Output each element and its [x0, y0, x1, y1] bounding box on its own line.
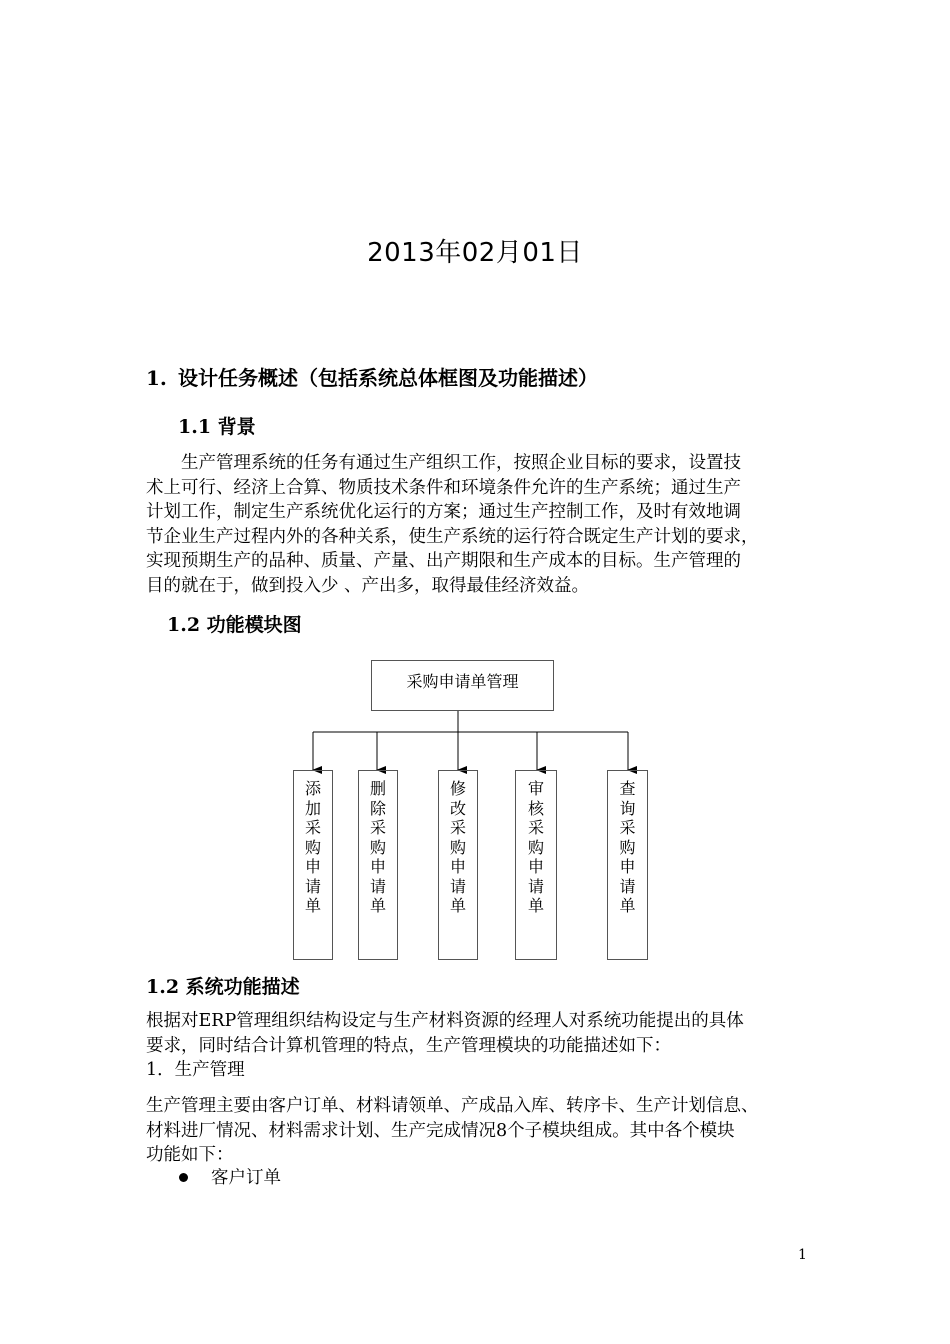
paragraph-line: 术上可行、经济上合算、物质技术条件和环境条件允许的生产系统；通过生产	[146, 477, 741, 498]
diagram-char: 请	[449, 876, 466, 896]
diagram-char: 采	[619, 818, 636, 837]
diagram-char: 申	[369, 857, 386, 876]
paragraph-line: 根据对ERP管理组织结构设定与生产材料资源的经理人对系统功能提出的具体	[146, 1011, 744, 1031]
paragraph-line: 生产管理系统的任务有通过生产组织工作，按照企业目标的要求，设置技	[181, 453, 741, 473]
diagram-char: 单	[527, 896, 544, 915]
diagram-char: 请	[527, 876, 544, 896]
paragraph-line: 目的就在于，做到投入少 、产出多，取得最佳经济效益。	[146, 575, 590, 596]
diagram-child-box	[293, 770, 333, 960]
module-diagram-heading: 1.2 功能模块图	[167, 614, 302, 636]
document-date: 2013年02月01日	[367, 238, 583, 268]
paragraph-line: 生产管理主要由客户订单、材料请领单、产成品入库、转序卡、生产计划信息、	[146, 1096, 759, 1116]
production-management-paragraph	[146, 1094, 759, 1168]
bullet-item: 客户订单	[211, 1168, 281, 1188]
background-paragraph	[146, 451, 759, 598]
diagram-char: 申	[527, 857, 544, 876]
paragraph-line: 计划工作，制定生产系统优化运行的方案；通过生产控制工作，及时有效地调	[146, 502, 741, 522]
function-intro-paragraph	[146, 1009, 744, 1083]
diagram-char: 删	[369, 779, 386, 798]
diagram-char: 购	[619, 837, 636, 857]
paragraph-line: 实现预期生产的品种、质量、产量、出产期限和生产成本的目标。生产管理的	[146, 551, 741, 571]
diagram-root-box: 采购申请单管理	[371, 660, 554, 711]
bullet-icon	[179, 1173, 188, 1182]
diagram-char: 修	[449, 779, 466, 798]
diagram-child-box	[607, 770, 648, 960]
list-item-number: 1．生产管理	[146, 1060, 245, 1080]
paragraph-line: 功能如下：	[146, 1145, 234, 1165]
paragraph-line: 材料进厂情况、材料需求计划、生产完成情况8个子模块组成。其中各个模块	[146, 1120, 735, 1141]
diagram-char: 采	[369, 818, 386, 837]
diagram-char: 购	[527, 837, 544, 857]
paragraph-line: 要求，同时结合计算机管理的特点，生产管理模块的功能描述如下：	[146, 1035, 671, 1056]
diagram-child-box	[438, 770, 478, 960]
section-title: 设计任务概述（包括系统总体框图及功能描述）	[178, 366, 598, 390]
diagram-char: 请	[304, 876, 321, 896]
diagram-char: 改	[449, 798, 466, 818]
diagram-char: 除	[369, 798, 386, 818]
diagram-child-box	[515, 770, 557, 960]
diagram-char: 加	[304, 798, 321, 818]
function-desc-heading: 1.2 系统功能描述	[146, 976, 300, 998]
section-number: 1.	[146, 366, 167, 390]
diagram-char: 核	[527, 798, 544, 818]
diagram-char: 审	[527, 779, 544, 798]
diagram-char: 采	[304, 818, 321, 837]
section-heading	[146, 362, 598, 391]
diagram-char: 查	[619, 779, 636, 798]
diagram-char: 添	[304, 779, 321, 798]
diagram-char: 申	[449, 857, 466, 876]
diagram-child-box	[358, 770, 398, 960]
diagram-char: 单	[619, 896, 636, 915]
diagram-char: 单	[369, 896, 386, 915]
diagram-char: 询	[619, 798, 636, 818]
paragraph-line: 节企业生产过程内外的各种关系，使生产系统的运行符合既定生产计划的要求，	[146, 526, 759, 547]
diagram-char: 申	[304, 857, 321, 876]
diagram-char: 采	[527, 818, 544, 837]
diagram-char: 采	[449, 818, 466, 837]
page-number: 1	[798, 1247, 807, 1263]
diagram-char: 申	[619, 857, 636, 876]
diagram-char: 请	[619, 876, 636, 896]
diagram-char: 购	[369, 837, 386, 857]
diagram-char: 购	[304, 837, 321, 857]
diagram-char: 单	[449, 896, 466, 915]
diagram-char: 请	[369, 876, 386, 896]
diagram-char: 单	[304, 896, 321, 915]
diagram-char: 购	[449, 837, 466, 857]
background-heading: 1.1 背景	[178, 416, 256, 438]
